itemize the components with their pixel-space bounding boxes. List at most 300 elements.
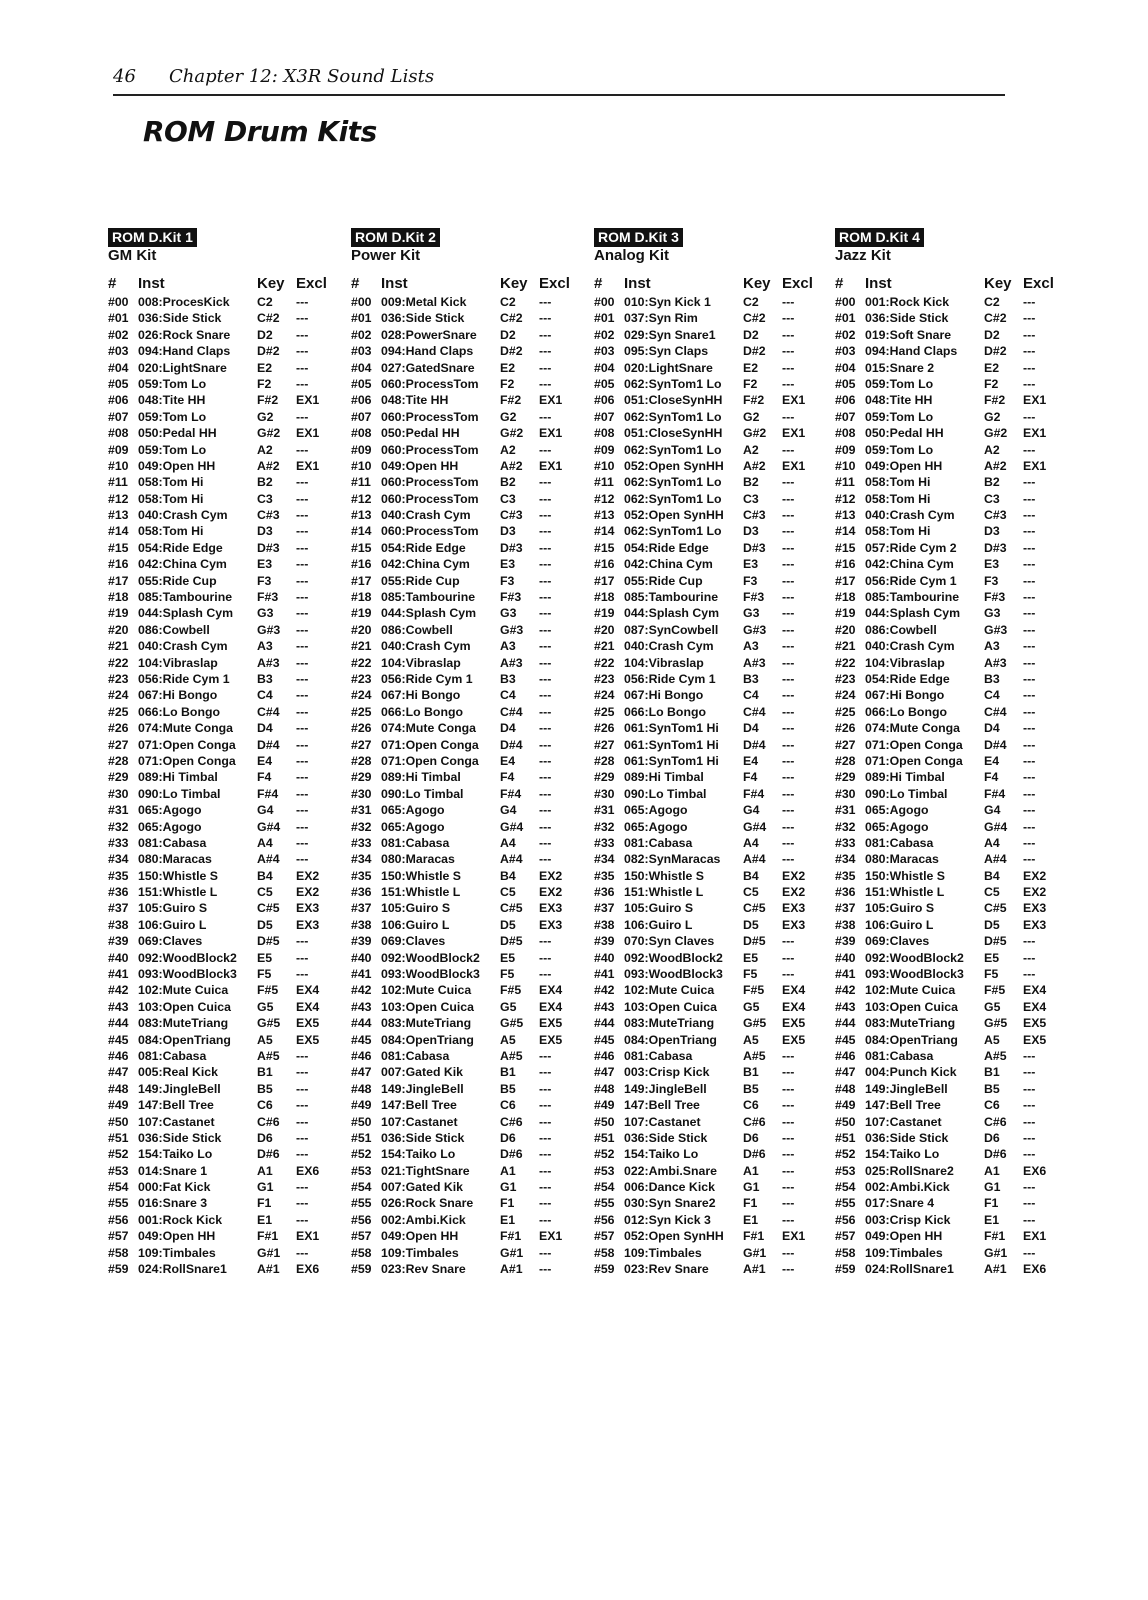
key-cell: D#6 <box>984 1147 1007 1162</box>
exclusive-group: --- <box>296 737 309 752</box>
instrument-name: 059:Tom Lo <box>138 376 207 391</box>
table-row <box>351 753 591 769</box>
exclusive-group: --- <box>782 1048 795 1063</box>
key-cell: E1 <box>984 1212 1000 1227</box>
key-cell: D#3 <box>743 540 766 555</box>
instrument-name: 050:Pedal HH <box>381 426 460 441</box>
note-number: #19 <box>594 606 615 621</box>
instrument-name: 081:Cabasa <box>138 835 207 850</box>
table-row <box>594 835 834 851</box>
table-row <box>594 1015 834 1031</box>
note-number: #07 <box>835 409 856 424</box>
exclusive-group: EX4 <box>296 983 320 998</box>
note-number: #40 <box>108 950 129 965</box>
exclusive-group: --- <box>539 311 552 326</box>
exclusive-group: --- <box>296 311 309 326</box>
exclusive-group: --- <box>296 590 309 605</box>
key-cell: D6 <box>500 1130 516 1145</box>
key-cell: B2 <box>984 475 1000 490</box>
instrument-name: 086:Cowbell <box>381 622 453 637</box>
note-number: #44 <box>108 1016 129 1031</box>
note-number: #50 <box>108 1114 129 1129</box>
instrument-name: 080:Maracas <box>865 852 939 867</box>
table-row <box>351 1064 591 1080</box>
table-row <box>108 491 348 507</box>
note-number: #37 <box>835 901 856 916</box>
table-row <box>594 523 834 539</box>
key-cell: E2 <box>984 360 1000 375</box>
key-cell: A#2 <box>257 458 280 473</box>
exclusive-group: EX2 <box>296 868 320 883</box>
kit-name: Jazz Kit <box>835 247 891 264</box>
table-row <box>835 589 1075 605</box>
key-cell: C#5 <box>984 901 1007 916</box>
instrument-name: 002:Ambi.Kick <box>381 1212 466 1227</box>
key-cell: E5 <box>984 950 1000 965</box>
table-row <box>835 917 1075 933</box>
instrument-name: 151:Whistle L <box>865 885 945 900</box>
instrument-name: 025:RollSnare2 <box>865 1163 954 1178</box>
table-row <box>108 704 348 720</box>
table-row <box>108 835 348 851</box>
table-row <box>351 507 591 523</box>
table-row <box>594 1245 834 1261</box>
table-row <box>835 1081 1075 1097</box>
exclusive-group: --- <box>296 1114 309 1129</box>
exclusive-group: --- <box>539 1098 552 1113</box>
instrument-name: 044:Splash Cym <box>138 606 234 621</box>
key-cell: E1 <box>257 1212 273 1227</box>
instrument-name: 014:Snare 1 <box>138 1163 208 1178</box>
table-row <box>108 1048 348 1064</box>
key-cell: D6 <box>984 1130 1000 1145</box>
note-number: #59 <box>835 1262 856 1277</box>
table-row <box>108 1212 348 1228</box>
table-row <box>351 1245 591 1261</box>
exclusive-group: --- <box>296 770 309 785</box>
exclusive-group: --- <box>539 950 552 965</box>
table-row <box>835 933 1075 949</box>
key-cell: D3 <box>500 524 516 539</box>
note-number: #42 <box>594 983 615 998</box>
table-row <box>108 1015 348 1031</box>
key-cell: F#4 <box>257 786 279 801</box>
key-cell: G5 <box>257 999 274 1014</box>
instrument-name: 040:Crash Cym <box>381 508 471 523</box>
note-number: #24 <box>351 688 372 703</box>
exclusive-group: EX5 <box>782 1016 806 1031</box>
exclusive-group: --- <box>296 344 309 359</box>
note-number: #57 <box>108 1229 129 1244</box>
exclusive-group: --- <box>539 819 552 834</box>
note-number: #56 <box>108 1212 129 1227</box>
key-cell: C5 <box>257 885 273 900</box>
key-cell: C#6 <box>743 1114 766 1129</box>
exclusive-group: --- <box>296 622 309 637</box>
key-cell: F#5 <box>743 983 765 998</box>
exclusive-group: --- <box>1023 524 1036 539</box>
exclusive-group: --- <box>1023 1114 1036 1129</box>
exclusive-group: --- <box>296 1130 309 1145</box>
note-number: #27 <box>835 737 856 752</box>
exclusive-group: --- <box>539 967 552 982</box>
key-cell: F#2 <box>500 393 522 408</box>
note-number: #46 <box>108 1048 129 1063</box>
note-number: #46 <box>835 1048 856 1063</box>
exclusive-group: --- <box>1023 803 1036 818</box>
table-row <box>108 589 348 605</box>
instrument-name: 023:Rev Snare <box>381 1262 466 1277</box>
exclusive-group: --- <box>296 327 309 342</box>
exclusive-group: --- <box>1023 491 1036 506</box>
table-row <box>108 343 348 359</box>
table-row <box>108 638 348 654</box>
key-cell: D2 <box>743 327 759 342</box>
instrument-name: 090:Lo Timbal <box>381 786 464 801</box>
page-header <box>113 62 1005 96</box>
exclusive-group: --- <box>539 721 552 736</box>
note-number: #44 <box>594 1016 615 1031</box>
note-number: #23 <box>108 671 129 686</box>
exclusive-group: --- <box>782 508 795 523</box>
instrument-name: 052:Open SynHH <box>624 458 724 473</box>
key-cell: G5 <box>984 999 1001 1014</box>
instrument-name: 107:Castanet <box>624 1114 701 1129</box>
instrument-name: 102:Mute Cuica <box>865 983 956 998</box>
key-cell: C#3 <box>743 508 766 523</box>
table-row <box>835 474 1075 490</box>
table-row <box>835 1245 1075 1261</box>
key-cell: C#4 <box>257 704 280 719</box>
key-cell: D#5 <box>984 934 1007 949</box>
table-row <box>108 327 348 343</box>
note-number: #09 <box>835 442 856 457</box>
instrument-name: 022:Ambi.Snare <box>624 1163 717 1178</box>
key-cell: A#2 <box>984 458 1007 473</box>
instrument-name: 054:Ride Edge <box>138 540 223 555</box>
instrument-name: 052:Open SynHH <box>624 508 724 523</box>
key-cell: B5 <box>500 1081 516 1096</box>
table-row <box>594 950 834 966</box>
note-number: #25 <box>835 704 856 719</box>
key-cell: C#6 <box>257 1114 280 1129</box>
note-number: #14 <box>835 524 856 539</box>
table-row <box>835 704 1075 720</box>
key-cell: C#2 <box>257 311 280 326</box>
instrument-name: 060:ProcessTom <box>381 475 479 490</box>
table-row <box>351 294 591 310</box>
note-number: #13 <box>594 508 615 523</box>
table-row <box>108 1179 348 1195</box>
key-cell: E2 <box>257 360 273 375</box>
key-cell: B5 <box>257 1081 273 1096</box>
note-number: #54 <box>351 1180 372 1195</box>
key-cell: D#5 <box>743 934 766 949</box>
exclusive-group: --- <box>782 819 795 834</box>
key-cell: C#5 <box>743 901 766 916</box>
instrument-name: 084:OpenTriang <box>624 1032 717 1047</box>
table-row <box>108 753 348 769</box>
instrument-name: 016:Snare 3 <box>138 1196 208 1211</box>
note-number: #52 <box>835 1147 856 1162</box>
instrument-name: 067:Hi Bongo <box>381 688 461 703</box>
note-number: #06 <box>835 393 856 408</box>
kit-table-1 <box>108 228 348 1277</box>
table-row <box>351 392 591 408</box>
table-row <box>594 1114 834 1130</box>
key-cell: A#4 <box>984 852 1007 867</box>
key-cell: D#4 <box>500 737 523 752</box>
key-cell: G#3 <box>257 622 281 637</box>
instrument-name: 049:Open HH <box>865 458 943 473</box>
instrument-name: 149:JingleBell <box>138 1081 221 1096</box>
note-number: #37 <box>594 901 615 916</box>
instrument-name: 010:Syn Kick 1 <box>624 295 711 309</box>
note-number: #23 <box>351 671 372 686</box>
key-cell: F5 <box>500 967 515 982</box>
note-number: #00 <box>835 295 856 309</box>
exclusive-group: --- <box>1023 737 1036 752</box>
exclusive-group: --- <box>782 737 795 752</box>
table-row <box>108 310 348 326</box>
table-row <box>835 573 1075 589</box>
table-row <box>351 1212 591 1228</box>
table-row <box>108 950 348 966</box>
instrument-name: 040:Crash Cym <box>865 508 955 523</box>
instrument-name: 081:Cabasa <box>381 835 450 850</box>
key-cell: A#1 <box>500 1262 523 1277</box>
key-cell: D#3 <box>984 540 1007 555</box>
key-cell: C4 <box>984 688 1000 703</box>
key-cell: G4 <box>257 803 274 818</box>
exclusive-group: EX1 <box>539 426 563 441</box>
key-cell: D#6 <box>743 1147 766 1162</box>
note-number: #23 <box>594 671 615 686</box>
note-number: #36 <box>594 885 615 900</box>
key-cell: F2 <box>743 376 758 391</box>
exclusive-group: --- <box>296 753 309 768</box>
instrument-name: 042:China Cym <box>381 557 470 572</box>
instrument-name: 029:Syn Snare1 <box>624 327 716 342</box>
table-row <box>835 950 1075 966</box>
exclusive-group: EX1 <box>1023 426 1047 441</box>
column-header-inst: Inst <box>624 275 651 292</box>
key-cell: D#6 <box>257 1147 280 1162</box>
table-row <box>835 1195 1075 1211</box>
exclusive-group: --- <box>782 1212 795 1227</box>
key-cell: G#4 <box>500 819 524 834</box>
instrument-name: 103:Open Cuica <box>865 999 958 1014</box>
note-number: #24 <box>108 688 129 703</box>
key-cell: G5 <box>743 999 760 1014</box>
table-row <box>351 1114 591 1130</box>
key-cell: F2 <box>257 376 272 391</box>
key-cell: D5 <box>743 917 759 932</box>
exclusive-group: --- <box>782 639 795 654</box>
table-row <box>594 917 834 933</box>
key-cell: D#2 <box>984 344 1007 359</box>
instrument-name: 019:Soft Snare <box>865 327 952 342</box>
note-number: #19 <box>835 606 856 621</box>
instrument-name: 150:Whistle S <box>381 868 461 883</box>
instrument-name: 020:LightSnare <box>624 360 713 375</box>
instrument-name: 092:WoodBlock2 <box>865 950 964 965</box>
instrument-name: 058:Tom Hi <box>865 475 931 490</box>
note-number: #10 <box>108 458 129 473</box>
note-number: #20 <box>351 622 372 637</box>
instrument-name: 026:Rock Snare <box>138 327 231 342</box>
table-row <box>108 737 348 753</box>
note-number: #29 <box>351 770 372 785</box>
table-row <box>835 1032 1075 1048</box>
table-row <box>594 1064 834 1080</box>
instrument-name: 003:Crisp Kick <box>624 1065 710 1080</box>
exclusive-group: --- <box>782 753 795 768</box>
exclusive-group: --- <box>782 655 795 670</box>
instrument-name: 086:Cowbell <box>865 622 937 637</box>
table-row <box>108 442 348 458</box>
note-number: #49 <box>594 1098 615 1113</box>
note-number: #09 <box>108 442 129 457</box>
note-number: #48 <box>351 1081 372 1096</box>
table-row <box>108 622 348 638</box>
table-row <box>835 540 1075 556</box>
instrument-name: 040:Crash Cym <box>381 639 471 654</box>
exclusive-group: --- <box>539 557 552 572</box>
key-cell: C6 <box>500 1098 516 1113</box>
table-row <box>835 671 1075 687</box>
note-number: #00 <box>108 295 129 309</box>
table-row <box>594 933 834 949</box>
instrument-name: 106:Guiro L <box>865 917 934 932</box>
table-row <box>351 1163 591 1179</box>
exclusive-group: --- <box>296 524 309 539</box>
table-row <box>108 1097 348 1113</box>
instrument-name: 070:Syn Claves <box>624 934 715 949</box>
table-row <box>351 605 591 621</box>
key-cell: B3 <box>257 671 273 686</box>
note-number: #53 <box>351 1163 372 1178</box>
instrument-name: 105:Guiro S <box>381 901 451 916</box>
table-row <box>351 966 591 982</box>
exclusive-group: --- <box>539 606 552 621</box>
note-number: #40 <box>594 950 615 965</box>
table-row <box>835 720 1075 736</box>
table-row <box>351 1195 591 1211</box>
key-cell: A#4 <box>500 852 523 867</box>
table-header <box>594 275 834 294</box>
exclusive-group: --- <box>1023 704 1036 719</box>
key-cell: A5 <box>500 1032 516 1047</box>
table-row <box>108 1163 348 1179</box>
instrument-name: 058:Tom Hi <box>865 524 931 539</box>
note-number: #57 <box>594 1229 615 1244</box>
kit-badge: ROM D.Kit 4 <box>835 228 924 247</box>
note-number: #25 <box>351 704 372 719</box>
instrument-name: 030:Syn Snare2 <box>624 1196 716 1211</box>
key-cell: F#2 <box>743 393 765 408</box>
key-cell: A#1 <box>743 1262 766 1277</box>
exclusive-group: --- <box>782 311 795 326</box>
exclusive-group: --- <box>539 671 552 686</box>
note-number: #57 <box>351 1229 372 1244</box>
key-cell: C2 <box>984 295 1000 309</box>
exclusive-group: --- <box>782 1114 795 1129</box>
key-cell: G1 <box>257 1180 274 1195</box>
exclusive-group: --- <box>296 704 309 719</box>
instrument-name: 007:Gated Kik <box>381 1180 464 1195</box>
exclusive-group: --- <box>782 852 795 867</box>
table-row <box>351 327 591 343</box>
instrument-name: 065:Agogo <box>381 819 445 834</box>
table-row <box>835 376 1075 392</box>
table-row <box>594 343 834 359</box>
note-number: #19 <box>108 606 129 621</box>
note-number: #04 <box>835 360 856 375</box>
exclusive-group: --- <box>1023 967 1036 982</box>
table-row <box>351 835 591 851</box>
key-cell: G4 <box>984 803 1001 818</box>
note-number: #50 <box>594 1114 615 1129</box>
note-number: #05 <box>835 376 856 391</box>
instrument-name: 060:ProcessTom <box>381 442 479 457</box>
column-header-key: Key <box>500 275 528 292</box>
table-row <box>108 360 348 376</box>
instrument-name: 069:Claves <box>138 934 203 949</box>
key-cell: G3 <box>500 606 517 621</box>
note-number: #26 <box>835 721 856 736</box>
exclusive-group: --- <box>1023 688 1036 703</box>
exclusive-group: --- <box>1023 344 1036 359</box>
table-row <box>594 1179 834 1195</box>
note-number: #54 <box>594 1180 615 1195</box>
page-number: 46 <box>113 66 136 87</box>
instrument-name: 151:Whistle L <box>624 885 704 900</box>
note-number: #11 <box>594 475 614 490</box>
instrument-name: 065:Agogo <box>381 803 445 818</box>
instrument-name: 067:Hi Bongo <box>865 688 945 703</box>
exclusive-group: --- <box>1023 934 1036 949</box>
table-row <box>835 507 1075 523</box>
key-cell: G4 <box>743 803 760 818</box>
instrument-name: 071:Open Conga <box>138 753 236 768</box>
table-row <box>108 409 348 425</box>
note-number: #43 <box>835 999 856 1014</box>
table-row <box>594 622 834 638</box>
table-row <box>108 720 348 736</box>
instrument-name: 066:Lo Bongo <box>624 704 706 719</box>
exclusive-group: --- <box>539 934 552 949</box>
table-row <box>594 360 834 376</box>
key-cell: G#3 <box>500 622 524 637</box>
note-number: #26 <box>108 721 129 736</box>
table-row <box>351 310 591 326</box>
key-cell: F3 <box>743 573 758 588</box>
table-row <box>835 655 1075 671</box>
exclusive-group: --- <box>782 1130 795 1145</box>
note-number: #12 <box>351 491 372 506</box>
table-row <box>835 687 1075 703</box>
exclusive-group: --- <box>539 655 552 670</box>
key-cell: C2 <box>743 295 759 309</box>
note-number: #38 <box>351 917 372 932</box>
note-number: #14 <box>594 524 615 539</box>
table-row <box>594 1097 834 1113</box>
note-number: #29 <box>594 770 615 785</box>
instrument-name: 089:Hi Timbal <box>138 770 218 785</box>
table-row <box>835 966 1075 982</box>
note-number: #33 <box>594 835 615 850</box>
